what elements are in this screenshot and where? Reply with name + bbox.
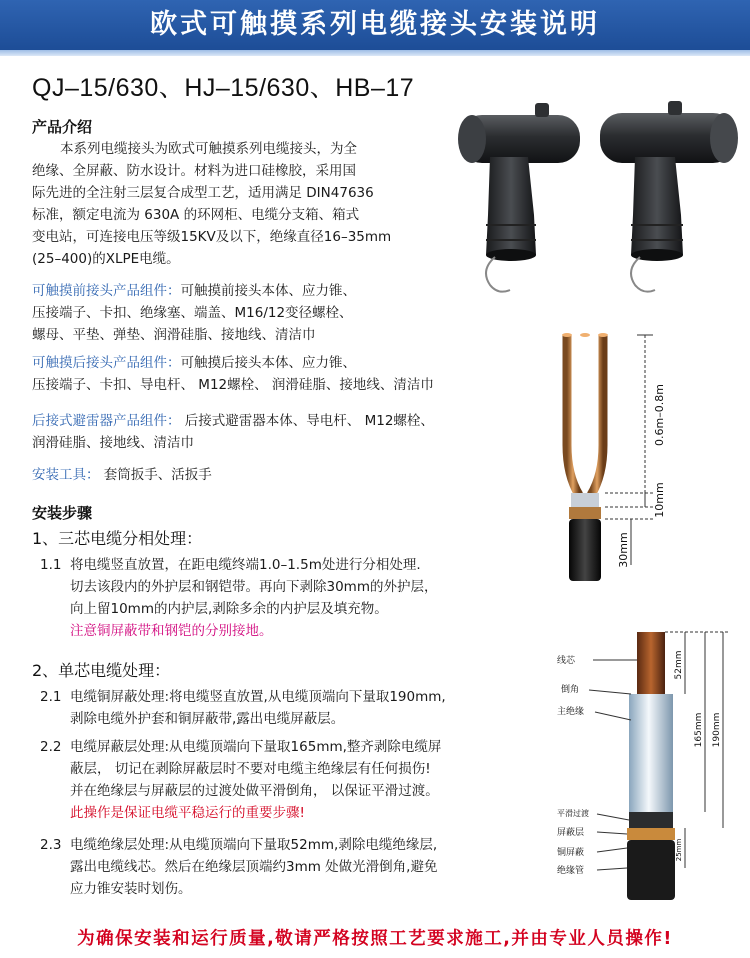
inner-sheath bbox=[571, 493, 599, 507]
step-line: 蔽层， 切记在剥除屏蔽层时不要对电缆主绝缘层有任何损伤! bbox=[70, 761, 431, 777]
intro-line: 变电站，可连接电压等级15KV及以下，绝缘直径16–35mm bbox=[32, 229, 392, 245]
step-line: 并在绝缘层与屏蔽层的过渡处做平滑倒角， 以保证平滑过渡。 bbox=[70, 783, 439, 799]
dim-length-label: 0.6m–0.8m bbox=[653, 384, 666, 446]
step-1-note: 注意铜屏蔽带和钢铠的分别接地。 bbox=[70, 623, 273, 639]
semi-con-layer bbox=[629, 812, 673, 828]
rear-connector-image bbox=[600, 101, 738, 292]
label-insulation: 主绝缘 bbox=[557, 707, 585, 717]
component-label: 安装工具： bbox=[32, 467, 100, 483]
component-label: 可触摸前接头产品组件： bbox=[32, 283, 181, 299]
step-line: 将电缆竖直放置，在距电缆终端1.0–1.5m处进行分相处理. bbox=[70, 557, 421, 573]
step-line: 电缆绝缘层处理:从电缆顶端向下量取52mm,剥除电缆绝缘层, bbox=[70, 837, 438, 853]
label-chamfer: 倒角 bbox=[561, 685, 580, 695]
step-line: 向上留10mm的内护层,剥除多余的内护层及填充物。 bbox=[70, 601, 388, 617]
step-line: 切去该段内的外护层和钢铠带。再向下剥除30mm的外护层， bbox=[70, 579, 438, 595]
step-number: 2.3 bbox=[40, 837, 62, 853]
step-number: 1.1 bbox=[40, 557, 62, 573]
component-line: 润滑硅脂、接地线、清洁巾 bbox=[32, 435, 194, 451]
dim-inner-label: 10mm bbox=[653, 482, 666, 518]
component-tools bbox=[32, 464, 212, 486]
component-rear bbox=[32, 352, 434, 396]
dim-52: 52mm bbox=[674, 650, 684, 680]
outer-sheath bbox=[569, 519, 601, 581]
footer-warning: 为确保安装和运行质量,敬请严格按照工艺要求施工,并由专业人员操作! bbox=[77, 929, 673, 949]
step-number: 2.1 bbox=[40, 689, 62, 705]
component-line: 压接端子、卡扣、绝缘塞、端盖、M16/12变径螺栓、 bbox=[32, 305, 353, 321]
label-transition: 平滑过渡 bbox=[557, 809, 589, 818]
component-label: 后接式避雷器产品组件： bbox=[32, 413, 181, 429]
intro-line: 绝缘、全屏蔽、防水设计。材料为进口硅橡胶，采用国 bbox=[32, 163, 356, 179]
dim-25: 25mm bbox=[675, 838, 683, 862]
step-1-title: 1、三芯电缆分相处理： bbox=[32, 529, 203, 548]
page-title: 欧式可触摸系列电缆接头安装说明 bbox=[150, 9, 600, 40]
step-2-1 bbox=[40, 686, 446, 730]
connector-images bbox=[450, 95, 750, 305]
step-number: 2.2 bbox=[40, 739, 62, 755]
label-insulation-tube: 绝缘管 bbox=[557, 866, 585, 876]
step-line: 剥除电缆外护套和铜屏蔽带,露出电缆屏蔽层。 bbox=[70, 711, 345, 727]
model-numbers: QJ–15/630、HJ–15/630、HB–17 bbox=[32, 74, 415, 102]
step-line: 电缆屏蔽层处理:从电缆顶端向下量取165mm,整齐剥除电缆屏 bbox=[70, 739, 442, 755]
front-connector-image bbox=[458, 103, 580, 292]
banner-stripe bbox=[0, 50, 750, 56]
step-2-title: 2、单芯电缆处理： bbox=[32, 661, 171, 680]
step-1-1 bbox=[40, 554, 437, 642]
dim-190: 190mm bbox=[712, 712, 722, 748]
steps-heading: 安装步骤 bbox=[32, 504, 93, 522]
intro-line: (25–400)的XLPE电缆。 bbox=[32, 251, 180, 267]
intro-line: 际先进的全注射三层复合成型工艺，适用满足 DIN47636 bbox=[32, 185, 374, 201]
label-copper-shield: 铜屏蔽 bbox=[557, 848, 585, 858]
conductor-core bbox=[637, 632, 665, 694]
single-core-diagram bbox=[555, 620, 745, 920]
step-2-note: 此操作是保证电缆平稳运行的重要步骤! bbox=[70, 805, 305, 821]
step-2-3 bbox=[40, 834, 437, 900]
title-banner bbox=[0, 0, 750, 50]
outer-jacket bbox=[627, 840, 675, 900]
step-2-2 bbox=[40, 736, 441, 824]
component-line: 螺母、平垫、弹垫、润滑硅脂、接地线、清洁巾 bbox=[32, 327, 316, 343]
step-line: 应力锥安装时划伤。 bbox=[70, 881, 192, 897]
main-insulation bbox=[629, 694, 673, 812]
intro-heading: 产品介绍 bbox=[32, 118, 93, 136]
intro-text bbox=[32, 138, 391, 270]
component-line: 后接式避雷器本体、导电杆、 M12螺栓、 bbox=[180, 413, 434, 429]
component-line: 可触摸前接头本体、应力锥、 bbox=[180, 283, 356, 299]
step-line: 电缆铜屏蔽处理:将电缆竖直放置,从电缆顶端向下量取190mm, bbox=[70, 689, 446, 705]
step-line: 露出电缆线芯。然后在绝缘层顶端约3mm 处做光滑倒角,避免 bbox=[70, 859, 438, 875]
copper-screen bbox=[627, 828, 675, 840]
dim-165: 165mm bbox=[694, 712, 704, 748]
intro-line: 本系列电缆接头为欧式可触摸系列电缆接头，为全 bbox=[60, 141, 357, 157]
component-arrester bbox=[32, 410, 434, 454]
label-core: 线芯 bbox=[557, 656, 576, 666]
dim-outer-label: 30mm bbox=[617, 532, 630, 568]
component-line: 压接端子、卡扣、导电杆、 M12螺栓、 润滑硅脂、接地线、清洁巾 bbox=[32, 377, 434, 393]
component-line: 可触摸后接头本体、应力锥、 bbox=[180, 355, 356, 371]
steel-armour bbox=[569, 507, 601, 519]
dimension-lines bbox=[605, 335, 655, 568]
component-front bbox=[32, 280, 356, 346]
component-line: 套筒扳手、活扳手 bbox=[99, 467, 212, 483]
three-core-diagram bbox=[545, 325, 745, 590]
cable-cores bbox=[562, 333, 608, 495]
intro-line: 标准，额定电流为 630A 的环网柜、电缆分支箱、箱式 bbox=[32, 207, 360, 223]
label-shield: 屏蔽层 bbox=[557, 828, 585, 838]
component-label: 可触摸后接头产品组件： bbox=[32, 355, 181, 371]
